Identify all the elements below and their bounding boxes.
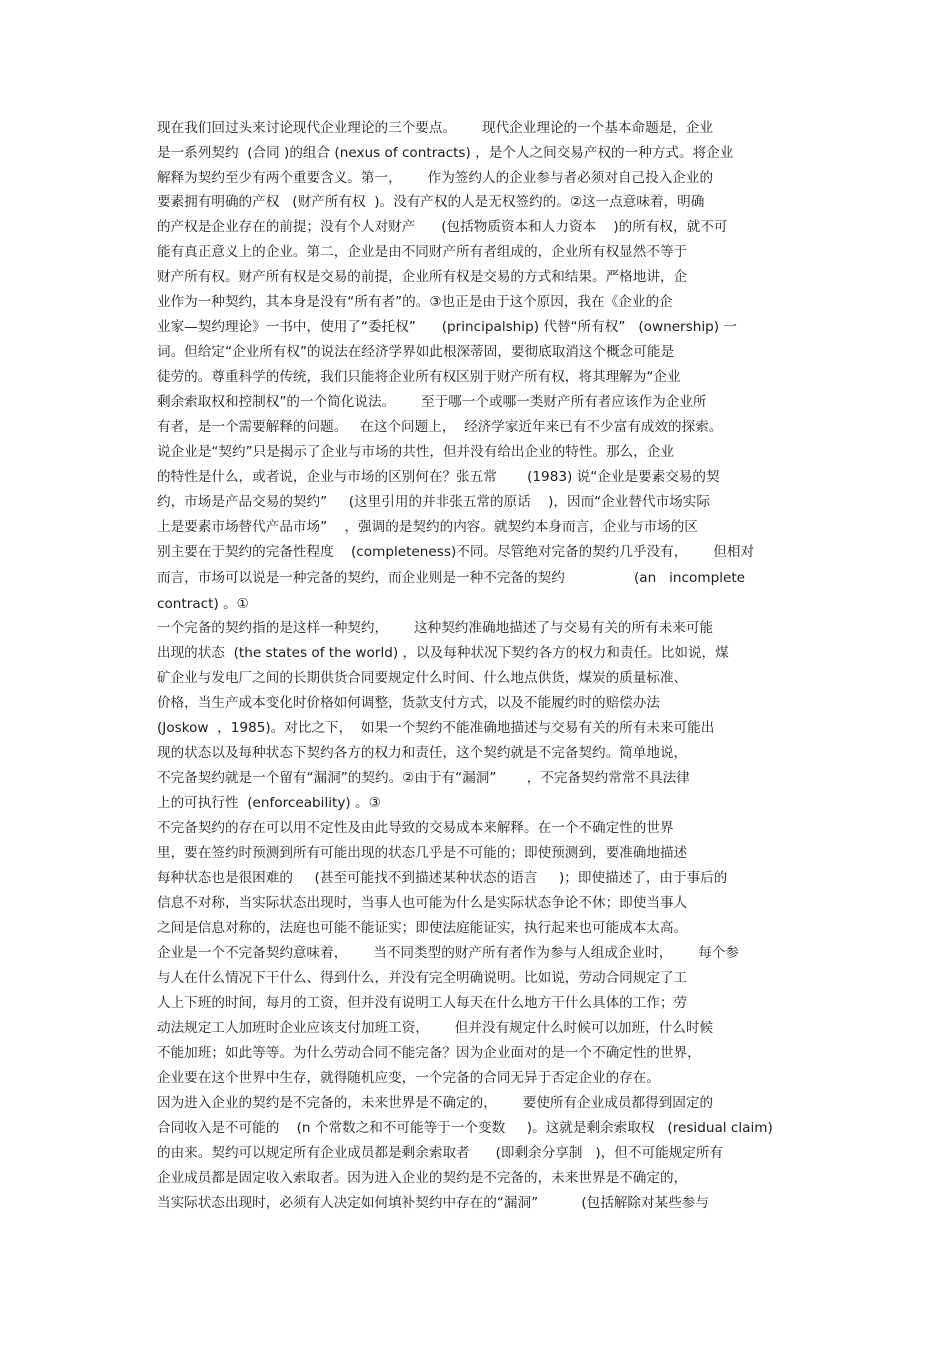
text-line: 剩余索取权和控制权”的一个简化说法。 至于哪一个或哪一类财产所有者应该作为企业所 (157, 394, 707, 410)
text-line: 能有真正意义上的企业。第二，企业是由不同财产所有者组成的，企业所有权显然不等于 (157, 244, 688, 260)
text-line: 信息不对称，当实际状态出现时，当事人也可能为什么是实际状态争论不休；即使当事人 (157, 895, 688, 911)
text-line: 要素拥有明确的产权 (财产所有权 )。没有产权的人是无权签约的。②这一点意味着，明确 (157, 194, 705, 210)
text-line: 企业要在这个世界中生存，就得随机应变，一个完备的合同无异于否定企业的存在。 (157, 1070, 660, 1086)
text-line: 解释为契约至少有两个重要含义。第一， 作为签约人的企业参与者必须对自己投入企业的 (157, 170, 714, 186)
text-line: contract) 。① (157, 596, 249, 612)
text-line: 当实际状态出现时，必须有人决定如何填补契约中存在的“漏洞” (包括解除对某些参与 (157, 1195, 709, 1211)
text-line: 徒劳的。尊重科学的传统，我们只能将企业所有权区别于财产所有权，将其理解为“企业 (157, 369, 681, 385)
text-line: 的产权是企业存在的前提；没有个人对财产 (包括物质资本和人力资本 )的所有权，就不可 (157, 219, 728, 235)
text-line: 不完备契约就是一个留有“漏洞”的契约。②由于有“漏洞” ，不完备契约常常不具法律 (157, 770, 690, 786)
text-line: 的由来。契约可以规定所有企业成员都是剩余索取者 (即剩余分享制 )，但不可能规定所有 (157, 1145, 724, 1161)
text-line: 里，要在签约时预测到所有可能出现的状态几乎是不可能的；即使预测到，要准确地描述 (157, 845, 688, 861)
text-line: 价格，当生产成本变化时价格如何调整，货款支付方式，以及不能履约时的赔偿办法 (157, 695, 660, 711)
text-line: 业作为一种契约，其本身是没有“所有者”的。③也正是由于这个原因，我在《企业的企 (157, 294, 673, 310)
text-line: 不能加班；如此等等。为什么劳动合同不能完备？因为企业面对的是一个不确定性的世界， (157, 1045, 701, 1061)
text-line: 有者，是一个需要解释的问题。 在这个问题上， 经济学家近年来已有不少富有成效的探索。 (157, 419, 723, 435)
text-line: 人上下班的时间，每月的工资，但并没有说明工人每天在什么地方干什么具体的工作；劳 (157, 995, 688, 1011)
text-line: 与人在什么情况下干什么、得到什么，并没有完全明确说明。比如说，劳动合同规定了工 (157, 970, 688, 986)
text-line: 现的状态以及每种状态下契约各方的权力和责任，这个契约就是不完备契约。简单地说， (157, 745, 688, 761)
text-line: 企业是一个不完备契约意味着， 当不同类型的财产所有者作为参与人组成企业时， 每个参 (157, 945, 740, 961)
text-line: 每种状态也是很困难的 (甚至可能找不到描述某种状态的语言 )；即使描述了，由于事后的 (157, 870, 728, 886)
text-line: 一个完备的契约指的是这样一种契约， 这种契约准确地描述了与交易有关的所有未来可能 (157, 620, 714, 636)
text-line: (Joskow ，1985)。对比之下， 如果一个契约不能准确地描述与交易有关的所有未来可能出 (157, 720, 715, 736)
text-line: 上是要素市场替代产品市场” ，强调的是契约的内容。就契约本身而言，企业与市场的区 (157, 519, 698, 535)
text-line: 出现的状态 (the states of the world) ，以及每种状况下契约各方的权力和责任。比如说，煤 (157, 645, 729, 661)
text-line: 矿企业与发电厂之间的长期供货合同要规定什么时间、什么地点供货，煤炭的质量标准、 (157, 670, 688, 686)
text-line: 不完备契约的存在可以用不定性及由此导致的交易成本来解释。在一个不确定性的世界 (157, 820, 674, 836)
text-line: 企业成员都是固定收入索取者。因为进入企业的契约是不完备的，未来世界是不确定的， (157, 1170, 688, 1186)
text-line: 动法规定工人加班时企业应该支付加班工资， 但并没有规定什么时候可以加班，什么时候 (157, 1020, 714, 1036)
text-line: 合同收入是不可能的 (n 个常数之和不可能等于一个变数 )。这就是剩余索取权 (residual claim) (157, 1120, 773, 1136)
text-line: 别主要在于契约的完备性程度 (completeness)不同。尽管绝对完备的契约几乎没有， 但相对 (157, 544, 755, 560)
text-line: 之间是信息对称的，法庭也可能不能证实；即使法庭能证实，执行起来也可能成本太高。 (157, 920, 688, 936)
text-line: 而言，市场可以说是一种完备的契约，而企业则是一种不完备的契约 (an incomplete (157, 570, 746, 586)
text-line: 上的可执行性 (enforceability) 。③ (157, 795, 381, 811)
text-line: 业家—契约理论》一书中，使用了“委托权” (principalship) 代替“所有权” (ownership) 一 (157, 319, 737, 335)
text-line: 现在我们回过头来讨论现代企业理论的三个要点。 现代企业理论的一个基本命题是，企业 (157, 120, 714, 136)
text-line: 约，市场是产品交易的契约” (这里引用的并非张五常的原话 )，因而“企业替代市场实际 (157, 494, 710, 510)
text-line: 词。但给定“企业所有权”的说法在经济学界如此根深蒂固，要彻底取消这个概念可能是 (157, 344, 675, 360)
text-line: 的特性是什么，或者说，企业与市场的区别何在？张五常 (1983) 说“企业是要素交易的契 (157, 469, 720, 485)
text-line: 因为进入企业的契约是不完备的，未来世界是不确定的， 要使所有企业成员都得到固定的 (157, 1095, 714, 1111)
text-line: 财产所有权。财产所有权是交易的前提，企业所有权是交易的方式和结果。严格地讲，企 (157, 269, 688, 285)
text-line: 是一系列契约 (合同 )的组合 (nexus of contracts) ，是个人之间交易产权的一种方式。将企业 (157, 145, 734, 161)
text-line: 说企业是“契约”只是揭示了企业与市场的共性，但并没有给出企业的特性。那么，企业 (157, 444, 675, 460)
